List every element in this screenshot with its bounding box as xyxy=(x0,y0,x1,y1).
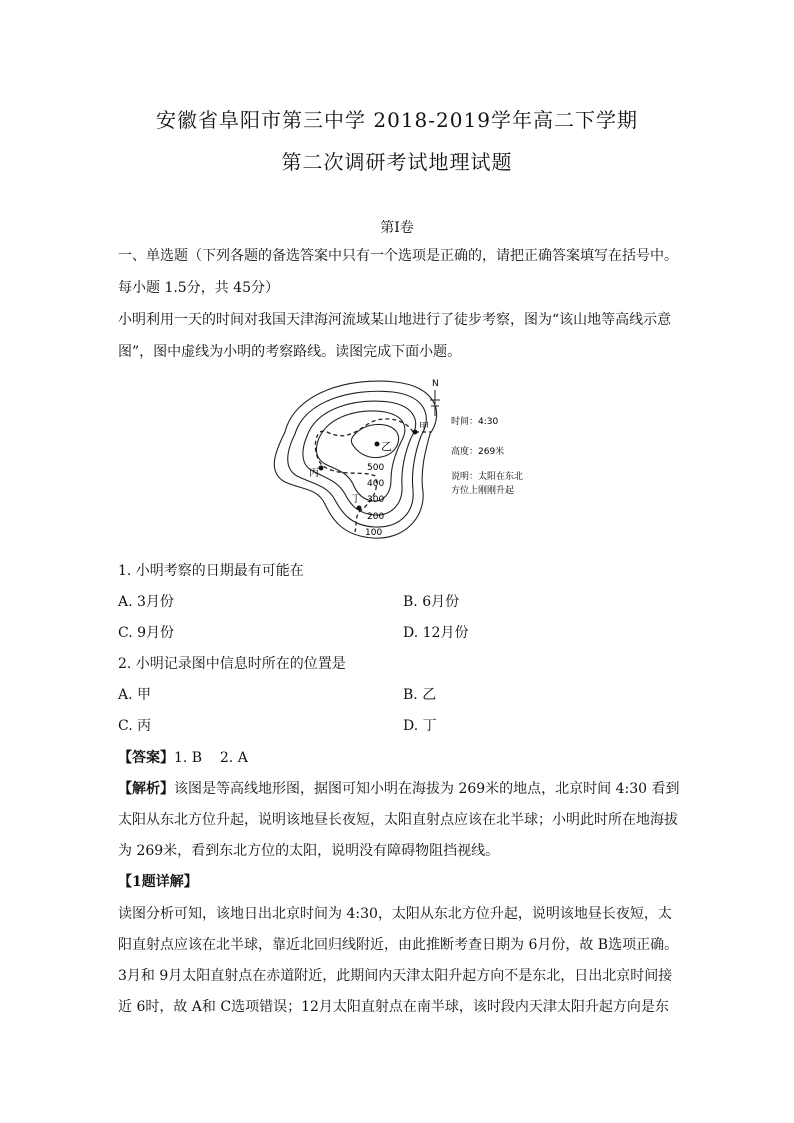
intro-line-1: 小明利用一天的时间对我国天津海河流域某山地进行了徒步考察，图为“该山地等高线示意 xyxy=(118,312,672,328)
point-jia-label: 甲 xyxy=(419,422,429,433)
north-label: N xyxy=(432,379,439,389)
analysis-label: 【解析】 xyxy=(118,781,174,797)
title-line-1: 安徽省阜阳市第三中学 2018-2019学年高二下学期 xyxy=(156,108,638,132)
instructions-line-2: 每小题 1.5分，共 45分） xyxy=(118,280,279,296)
detail-line-4: 近 6时，故 A和 C选项错误；12月太阳直射点在南半球，该时段内天津太阳升起方向是东 xyxy=(118,999,669,1015)
point-ding-label: 丁 xyxy=(351,494,361,505)
instructions-line-1: 一、单选题（下列各题的备选答案中只有一个选项是正确的，请把正确答案填写在括号中。 xyxy=(118,248,678,264)
detail-line-2: 阳直射点应该在北半球，靠近北回归线附近，由此推断考查日期为 6月份，故 B选项正确。 xyxy=(118,937,679,953)
legend-note-1: 说明：太阳在东北 xyxy=(451,472,524,482)
legend-time: 时间：4:30 xyxy=(451,417,499,427)
analysis-text-1: 该图是等高线地形图，据图可知小明在海拔为 269米的地点，北京时间 4:30 看到 xyxy=(174,781,680,797)
q2-option-d[interactable]: D. 丁 xyxy=(403,718,437,734)
title-line-2: 第二次调研考试地理试题 xyxy=(281,150,513,174)
answer-line xyxy=(118,748,683,768)
contour-100 xyxy=(274,381,436,538)
analysis-line-1 xyxy=(118,779,683,799)
point-yi-dot xyxy=(375,442,380,447)
contour-label-500: 500 xyxy=(367,463,385,473)
q2-option-b[interactable]: B. 乙 xyxy=(403,687,437,703)
point-ding-dot xyxy=(357,506,362,511)
intro-line-2: 图”，图中虚线为小明的考察路线。读图完成下面小题。 xyxy=(118,344,462,360)
question-1-stem: 1. 小明考察的日期最有可能在 xyxy=(118,563,304,579)
legend-note-2: 方位上刚刚升起 xyxy=(451,486,515,496)
q2-option-c[interactable]: C. 丙 xyxy=(118,718,152,734)
q1-option-b[interactable]: B. 6月份 xyxy=(403,594,460,610)
detail-line-1: 读图分析可知，该地日出北京时间为 4:30，太阳从东北方位升起，说明该地昼长夜短，太 xyxy=(118,906,672,922)
answer-text: 1. B 2. A xyxy=(174,750,248,766)
q2-option-a[interactable]: A. 甲 xyxy=(118,687,152,703)
contour-label-300: 300 xyxy=(367,495,385,505)
point-yi-label: 乙 xyxy=(381,440,392,453)
q1-option-c[interactable]: C. 9月份 xyxy=(118,625,175,641)
contour-map xyxy=(255,372,545,547)
point-bing-dot xyxy=(319,466,324,471)
answer-label: 【答案】 xyxy=(118,750,174,766)
detail-line-3: 3月和 9月太阳直射点在赤道附近，此期间内天津太阳升起方向不是东北，日出北京时间接 xyxy=(118,968,673,984)
legend-height: 高度：269米 xyxy=(451,447,505,457)
point-jia-dot xyxy=(413,430,418,435)
detail-label: 【1题详解】 xyxy=(118,874,198,890)
contour-label-200: 200 xyxy=(367,512,385,522)
analysis-line-3: 为 269米，看到东北方位的太阳，说明没有障碍物阻挡视线。 xyxy=(118,843,500,859)
contour-label-400: 400 xyxy=(367,479,385,489)
contour-label-100: 100 xyxy=(365,528,383,538)
contour-400 xyxy=(317,411,405,501)
q1-option-d[interactable]: D. 12月份 xyxy=(403,625,469,641)
section-label: 第Ⅰ卷 xyxy=(380,220,414,236)
point-bing-label: 丙 xyxy=(309,468,319,479)
q1-option-a[interactable]: A. 3月份 xyxy=(118,594,174,610)
analysis-line-2: 太阳从东北方位升起，说明该地昼长夜短，太阳直射点应该在北半球；小明此时所在地海拔 xyxy=(118,812,678,828)
question-2-stem: 2. 小明记录图中信息时所在的位置是 xyxy=(118,656,346,672)
